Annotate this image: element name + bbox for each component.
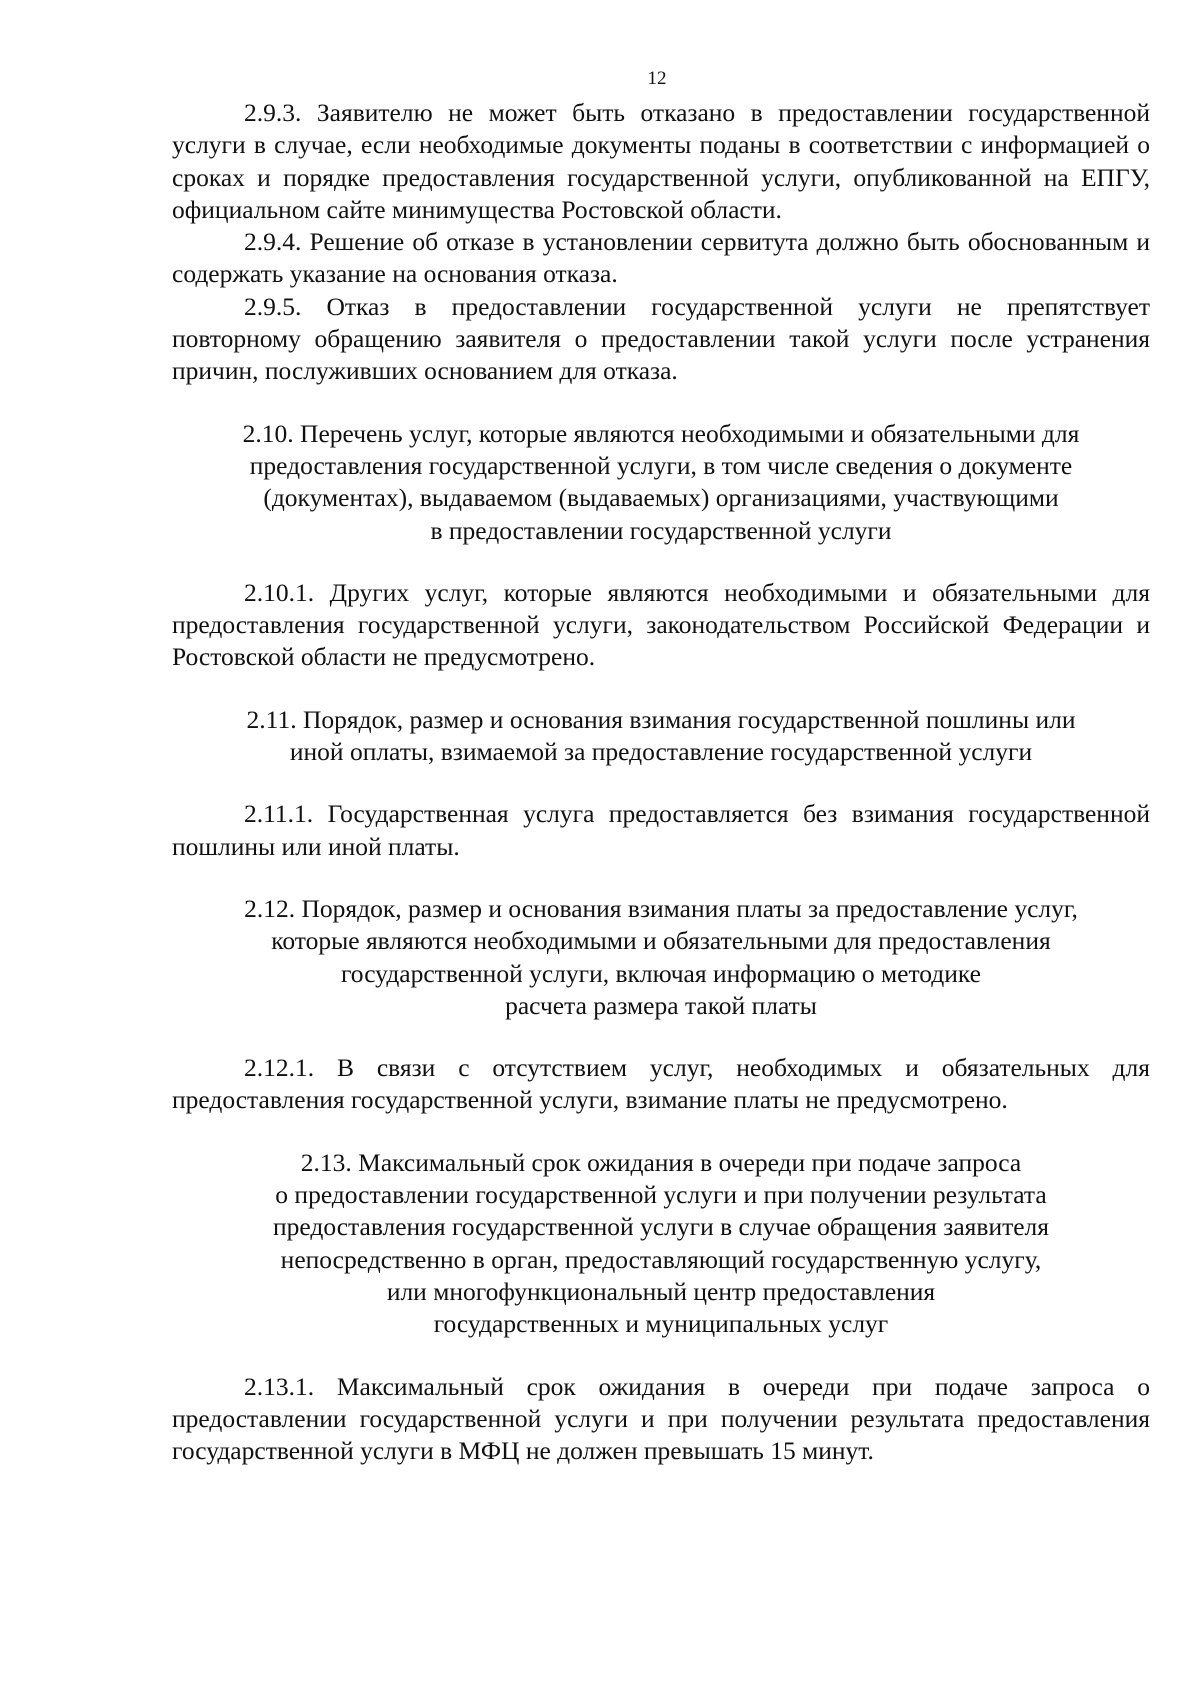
heading-line: 2.12. Порядок, размер и основания взимания платы за предоставление услуг, [244,893,1078,923]
paragraph-2-11-1: 2.11.1. Государственная услуга предоставляется без взимания государственной пошлины или иной платы. [172,799,1150,861]
heading-line: непосредственно в орган, предоставляющий государственную услугу, [280,1244,1042,1274]
heading-line: государственных и муниципальных услуг [433,1309,889,1339]
heading-line: иной оплаты, взимаемой за предоставление государственной услуги [289,737,1033,767]
heading-line: государственной услуги, включая информацию о методике [340,958,981,988]
paragraph-2-13-1: 2.13.1. Максимальный срок ожидания в очереди при подаче запроса о предоставлении государственной услуги и при получении результата предоставления государственной услуги в МФЦ не должен превышать 15 минут. [172,1371,1150,1466]
spacer [172,1022,1150,1052]
heading-line: 2.10. Перечень услуг, которые являются необходимыми и обязательными для [242,418,1080,448]
heading-line: о предоставлении государственной услуги и при получении результата [275,1180,1047,1210]
heading-line: 2.13. Максимальный срок ожидания в очереди при подаче запроса [300,1147,1022,1177]
paragraph-2-10-1: 2.10.1. Других услуг, которые являются необходимыми и обязательными для предоставления государственной услуги, законодательством Российской Федерации и Ростовской области не предусмотрено. [172,577,1150,672]
section-heading-2-11 [172,704,1150,769]
section-heading-2-12 [172,893,1150,1022]
spacer [172,388,1150,418]
heading-line: расчета размера такой платы [505,990,817,1020]
paragraph-2-9-3: 2.9.3. Заявителю не может быть отказано в предоставлении государственной услуги в случае, если необходимые документы поданы в соответствии с информацией о сроках и порядке предоставления государственной услуги, опубликованной на ЕПГУ, официальном сайте минимущества Ростовской области. [172,98,1150,224]
spacer [172,1341,1150,1371]
document-body [172,97,1150,1467]
heading-line: 2.11. Порядок, размер и основания взимания государственной пошлины или [246,704,1076,734]
section-heading-2-13 [172,1147,1150,1341]
page-number: 12 [647,68,667,89]
spacer [172,674,1150,704]
section-heading-2-10 [172,418,1150,547]
spacer [172,768,1150,798]
spacer [172,547,1150,577]
paragraph-2-9-5: 2.9.5. Отказ в предоставлении государственной услуги не препятствует повторному обращению заявителя о предоставлении такой услуги после устранения причин, послуживших основанием для отказа. [172,291,1150,386]
heading-line: (документах), выдаваемом (выдаваемых) организациями, участвующими [263,483,1059,513]
heading-line: предоставления государственной услуги, в том числе сведения о документе [249,450,1073,480]
heading-line: предоставления государственной услуги в случае обращения заявителя [272,1212,1050,1242]
paragraph-2-9-4: 2.9.4. Решение об отказе в установлении сервитута должно быть обоснованным и содержать указание на основания отказа. [172,227,1150,289]
heading-line: в предоставлении государственной услуги [430,515,892,545]
heading-line: которые являются необходимыми и обязательными для предоставления [271,926,1051,956]
paragraph-2-12-1: 2.12.1. В связи с отсутствием услуг, необходимых и обязательных для предоставления государственной услуги, взимание платы не предусмотрено. [172,1053,1150,1115]
heading-line: или многофункциональный центр предоставления [386,1276,936,1306]
spacer [172,1117,1150,1147]
spacer [172,863,1150,893]
